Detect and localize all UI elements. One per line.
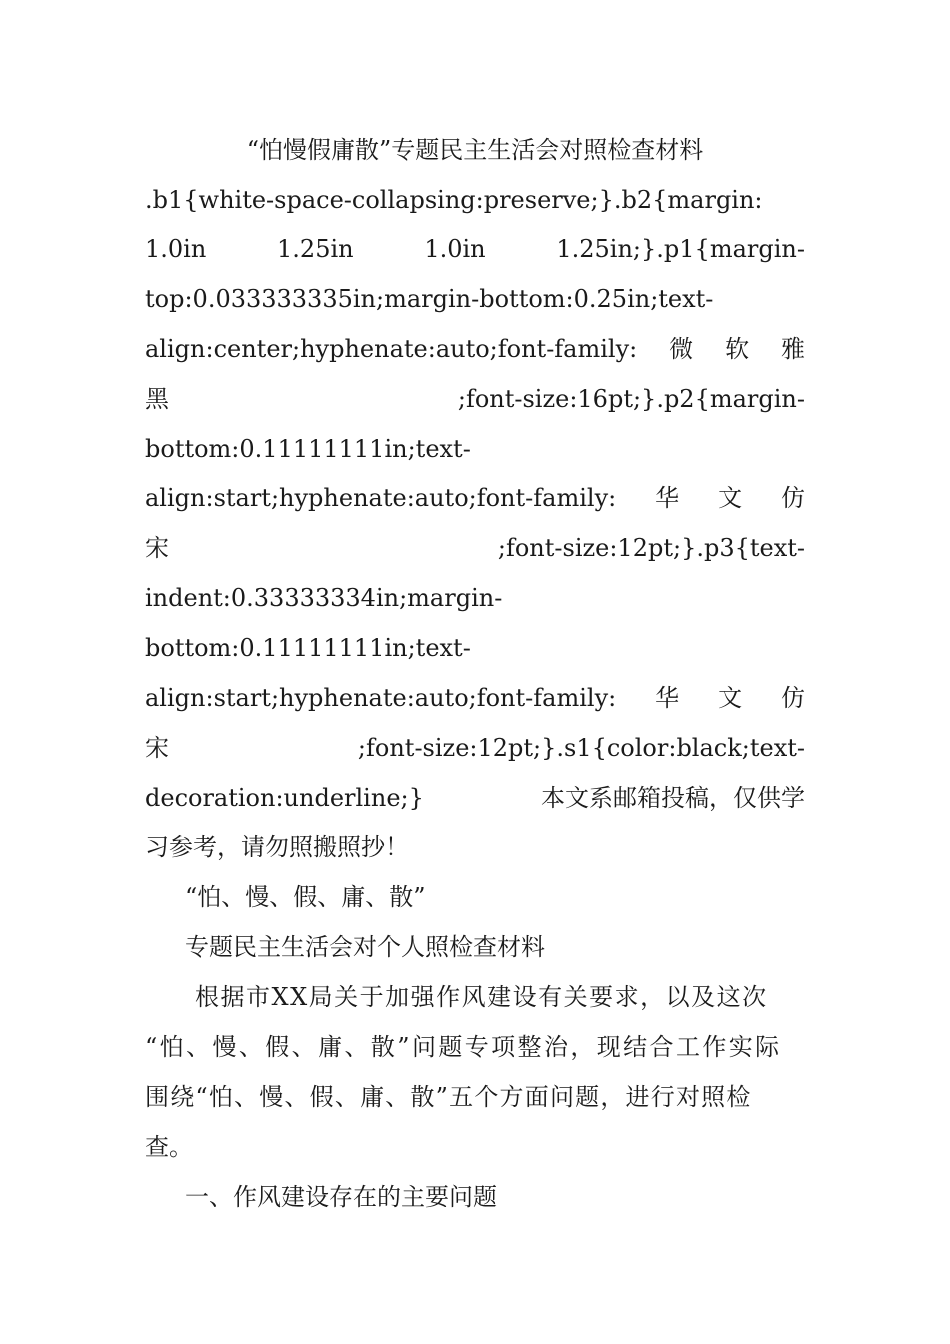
css-fragment: 仿 bbox=[780, 684, 805, 712]
css-fragment: 华 bbox=[655, 484, 680, 512]
css-line-10: bottom:0.11111111in;text- bbox=[145, 634, 471, 662]
disclaimer-end: 习参考，请勿照搬照抄！ bbox=[145, 833, 409, 861]
css-fragment: decoration:underline;} bbox=[145, 784, 424, 812]
css-fragment: 黑 bbox=[145, 385, 169, 413]
css-fragment: ;font-size:16pt;}.p2{margin- bbox=[457, 385, 805, 413]
css-line-7 bbox=[145, 481, 805, 515]
css-line-8 bbox=[145, 531, 805, 565]
css-line-12 bbox=[145, 731, 805, 765]
section-heading-1: 一、作风建设存在的主要问题 bbox=[185, 1183, 497, 1211]
css-line-9: indent:0.33333334in;margin- bbox=[145, 584, 503, 612]
css-line-1: .b1{white-space-collapsing:preserve;}.b2{margin: bbox=[145, 186, 763, 214]
subtitle-heading: 专题民主生活会对个人照检查材料 bbox=[185, 933, 545, 961]
document-title: “怕慢假庸散”专题民主生活会对照检查材料 bbox=[246, 136, 704, 164]
css-fragment: 仿 bbox=[780, 484, 805, 512]
subtitle-keywords: “怕、慢、假、庸、散” bbox=[185, 883, 426, 911]
body-line-2 bbox=[145, 1030, 805, 1064]
body-text: “怕、慢、假、庸、散”问题专项整治，现结合工作实际 bbox=[145, 1033, 782, 1061]
css-line-5 bbox=[145, 382, 805, 416]
body-text: 围绕“怕、慢、假、庸、散”五个方面问题，进行对照检 bbox=[145, 1083, 752, 1111]
css-line-3: top:0.033333335in;margin-bottom:0.25in;text- bbox=[145, 285, 714, 313]
body-text: 根据市XX局关于加强作风建设有关要求，以及这次 bbox=[195, 983, 768, 1011]
css-fragment: 1.25in;}.p1{margin- bbox=[556, 235, 805, 263]
body-line-1 bbox=[195, 980, 805, 1014]
css-line-13 bbox=[145, 781, 805, 815]
css-fragment: 1.0in bbox=[424, 235, 486, 263]
css-fragment: 软 bbox=[725, 335, 750, 363]
css-fragment: 1.25in bbox=[277, 235, 354, 263]
css-line-6: bottom:0.11111111in;text- bbox=[145, 435, 471, 463]
disclaimer-start: 本文系邮箱投稿，仅供学 bbox=[541, 784, 805, 812]
css-fragment: 雅 bbox=[780, 335, 805, 363]
css-line-2 bbox=[145, 232, 805, 266]
css-fragment: align:center;hyphenate:auto;font-family: bbox=[145, 335, 638, 363]
css-fragment: 宋 bbox=[145, 534, 169, 562]
css-fragment: ;font-size:12pt;}.s1{color:black;text- bbox=[357, 734, 805, 762]
css-fragment: ;font-size:12pt;}.p3{text- bbox=[497, 534, 805, 562]
css-fragment: align:start;hyphenate:auto;font-family: bbox=[145, 684, 617, 712]
css-fragment: 微 bbox=[669, 335, 694, 363]
css-fragment: 宋 bbox=[145, 734, 169, 762]
css-fragment: 文 bbox=[718, 484, 743, 512]
css-fragment: 文 bbox=[718, 684, 743, 712]
body-line-4: 查。 bbox=[145, 1133, 193, 1161]
css-fragment: 华 bbox=[655, 684, 680, 712]
css-fragment: align:start;hyphenate:auto;font-family: bbox=[145, 484, 617, 512]
body-line-3 bbox=[145, 1080, 805, 1114]
css-line-4 bbox=[145, 332, 805, 366]
css-fragment: 1.0in bbox=[145, 235, 207, 263]
css-line-11 bbox=[145, 681, 805, 715]
